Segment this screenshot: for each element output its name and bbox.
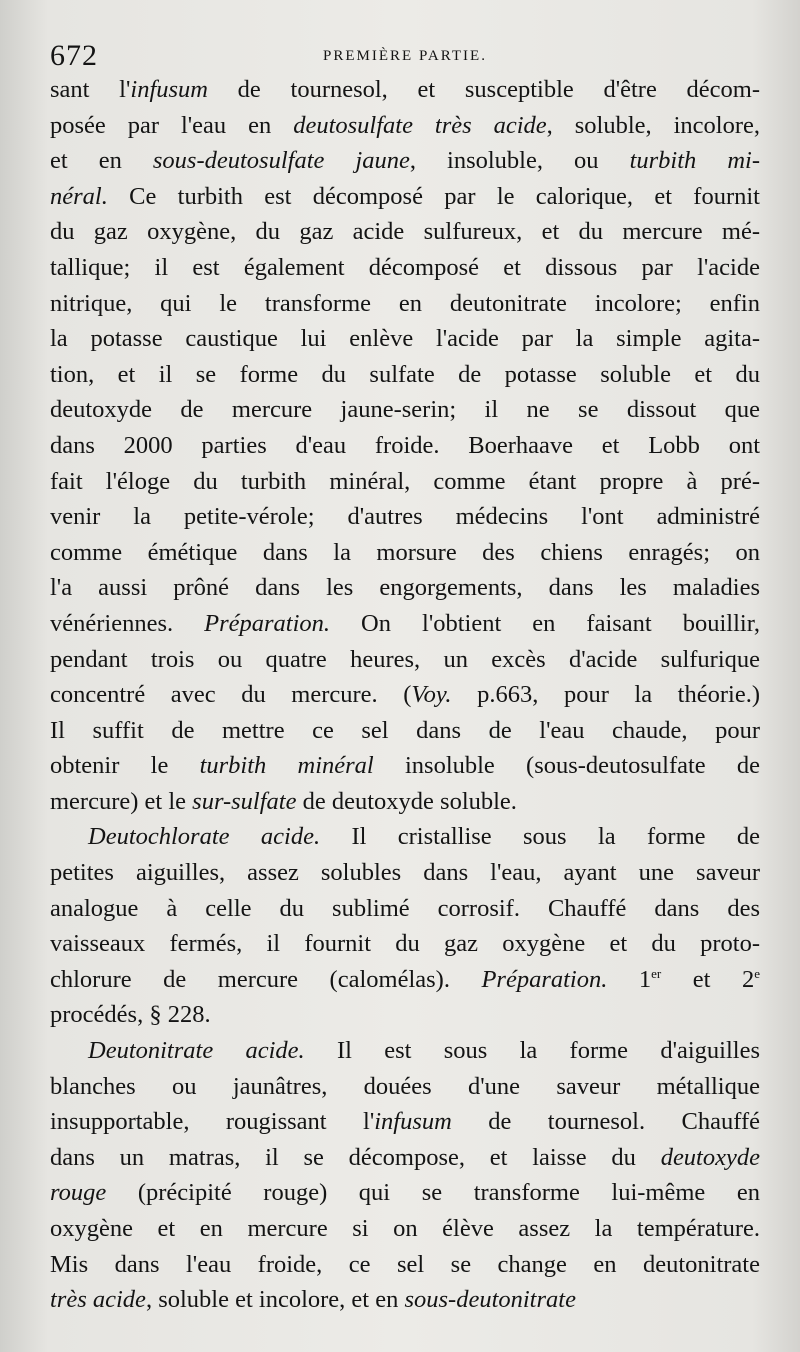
italic-text: deutosulfate très acide [293, 111, 547, 139]
text-segment: deutoxyde de mercure jaune-serin; il ne se dissout que [50, 396, 760, 424]
text-segment: posée par l'eau en [50, 111, 294, 139]
text-segment: comme émétique dans la morsure des chiens enragés; on [50, 538, 760, 566]
page-header [50, 36, 760, 76]
text-segment: vénériennes. [50, 609, 205, 637]
italic-text: rouge [50, 1179, 107, 1207]
text-line [50, 819, 760, 855]
text-line [50, 677, 760, 713]
text-line [50, 1069, 760, 1105]
text-segment: insupportable, rougissant l' [50, 1108, 375, 1136]
text-segment: tallique; il est également décomposé et dissous par l'acide [50, 253, 760, 281]
text-segment: chlorure de mercure (calomélas). [50, 965, 482, 993]
text-segment: et en [50, 147, 153, 175]
text-line [50, 926, 760, 962]
text-line [50, 1140, 760, 1176]
text-line [50, 891, 760, 927]
text-line [50, 321, 760, 357]
text-segment: Il cristallise sous la forme de [320, 823, 760, 851]
italic-text: sur-sulfate [192, 787, 297, 815]
text-segment: 1 [607, 965, 652, 993]
italic-text: Voy. [411, 681, 452, 709]
text-segment: Ce turbith est décomposé par le calorique, et fournit [107, 182, 760, 210]
text-segment: , soluble et incolore, et en [145, 1286, 405, 1314]
italic-text: néral. [50, 182, 108, 210]
text-segment: , soluble, incolore, [546, 111, 760, 139]
italic-text: Deutonitrate acide. [88, 1037, 305, 1065]
text-line [50, 784, 760, 820]
text-segment: obtenir le [50, 752, 200, 780]
superscript-text: er [651, 965, 662, 981]
text-segment: analogue à celle du sublimé corrosif. Chauffé dans des [50, 894, 760, 922]
text-segment: du gaz oxygène, du gaz acide sulfureux, et du mercure mé- [50, 218, 760, 246]
text-segment: concentré avec du mercure. ( [50, 681, 412, 709]
text-line [50, 392, 760, 428]
text-segment: oxygène et en mercure si on élève assez la température. [50, 1215, 760, 1242]
text-segment: l'a aussi prôné dans les engorgements, dans les maladies [50, 574, 760, 602]
italic-text: infusum [374, 1108, 452, 1136]
text-line [50, 606, 760, 642]
italic-text: sous-deutosulfate jaune [152, 147, 410, 175]
text-line [50, 1247, 760, 1283]
text-segment: de tournesol, et susceptible d'être décom- [207, 76, 760, 103]
page-number: 672 [50, 39, 98, 72]
text-segment: Il suffit de mettre ce sel dans de l'eau chaude, pour [50, 716, 760, 744]
text-line [50, 1104, 760, 1140]
text-segment: dans 2000 parties d'eau froide. Boerhaave et Lobb ont [50, 431, 760, 459]
text-line [50, 143, 760, 179]
text-segment: , insoluble, ou [409, 147, 630, 175]
text-line [50, 250, 760, 286]
text-segment: (précipité rouge) qui se transforme lui-même en [106, 1179, 760, 1207]
body-text [50, 72, 760, 1318]
text-line [50, 108, 760, 144]
text-line [50, 179, 760, 215]
text-segment: blanches ou jaunâtres, douées d'une saveur métallique [50, 1072, 760, 1100]
text-line [50, 713, 760, 749]
italic-text: deutoxyde [660, 1143, 760, 1171]
italic-text: Deutochlorate acide. [88, 823, 321, 851]
text-segment: de tournesol. Chauffé [451, 1108, 760, 1136]
text-line [50, 855, 760, 891]
text-line [50, 72, 760, 108]
text-line [50, 997, 760, 1033]
text-segment: Mis dans l'eau froide, ce sel se change en deutonitrate [50, 1250, 760, 1278]
text-line [50, 428, 760, 464]
text-line [50, 642, 760, 678]
text-segment: la potasse caustique lui enlève l'acide par la simple agita- [50, 325, 760, 353]
text-line [50, 748, 760, 784]
text-line [50, 499, 760, 535]
text-segment: fait l'éloge du turbith minéral, comme étant propre à pré- [50, 467, 760, 495]
italic-text: sous-deutonitrate [404, 1286, 576, 1314]
text-line [50, 1282, 760, 1318]
text-segment: et 2 [661, 965, 755, 993]
text-segment: sant l' [50, 76, 131, 103]
italic-text: infusum [130, 76, 208, 103]
text-line [50, 570, 760, 606]
text-line [50, 1211, 760, 1247]
text-line [50, 1033, 760, 1069]
text-segment: Il est sous la forme d'aiguilles [304, 1037, 760, 1065]
italic-text: turbith minéral [199, 752, 374, 780]
text-segment: procédés, § 228. [50, 1001, 211, 1029]
italic-text: très acide [50, 1286, 146, 1314]
text-line [50, 464, 760, 500]
text-line [50, 214, 760, 250]
text-line [50, 286, 760, 322]
text-segment: insoluble (sous-deutosulfate de [373, 752, 761, 780]
text-line [50, 962, 760, 998]
text-segment: nitrique, qui le transforme en deutonitrate incolore; enfin [50, 289, 760, 317]
text-segment: tion, et il se forme du sulfate de potasse soluble et du [50, 360, 760, 388]
text-line [50, 535, 760, 571]
text-segment: mercure) et le [50, 787, 193, 815]
text-segment: de deutoxyde soluble. [296, 787, 517, 815]
text-line [50, 357, 760, 393]
text-segment: dans un matras, il se décompose, et laisse du [50, 1143, 661, 1171]
text-segment: petites aiguilles, assez solubles dans l'eau, ayant une saveur [50, 859, 760, 887]
superscript-text: e [754, 965, 761, 981]
italic-text: Préparation. [481, 965, 608, 993]
italic-text: turbith mi- [629, 147, 760, 175]
running-title: PREMIÈRE PARTIE. [323, 48, 487, 64]
text-segment: On l'obtient en faisant bouillir, [330, 609, 761, 637]
text-segment: p.663, pour la théorie.) [451, 681, 760, 709]
italic-text: Préparation. [204, 609, 331, 637]
text-segment: vaisseaux fermés, il fournit du gaz oxygène et du proto- [50, 930, 760, 958]
text-segment: venir la petite-vérole; d'autres médecins l'ont administré [50, 503, 760, 531]
text-line [50, 1175, 760, 1211]
text-segment: pendant trois ou quatre heures, un excès d'acide sulfurique [50, 645, 760, 673]
